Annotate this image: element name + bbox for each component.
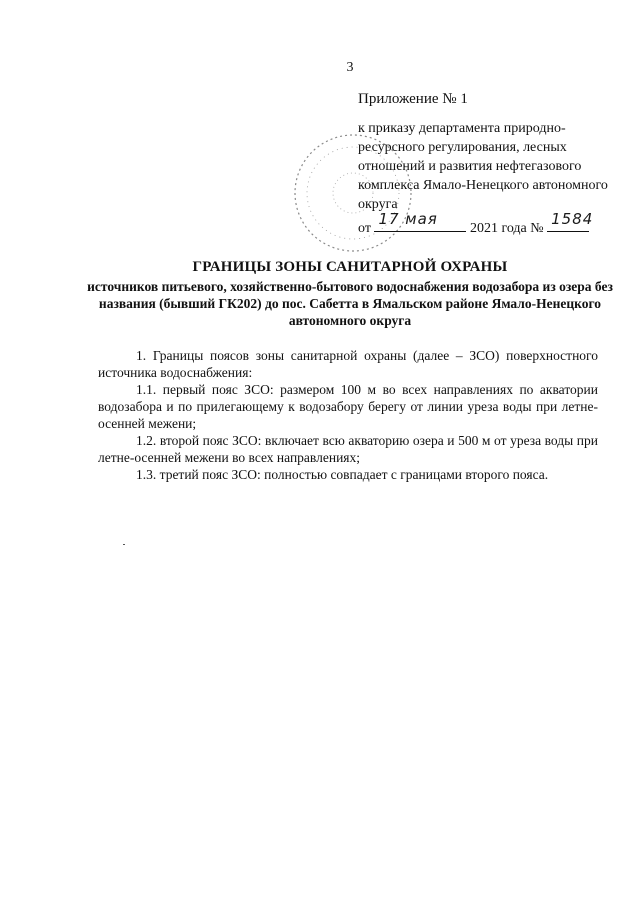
page-number: 3 bbox=[346, 60, 354, 75]
paragraph-1-2: 1.2. второй пояс ЗСО: включает всю акваторию озера и 500 м от уреза воды при летне-осенней межени во всех направлениях; bbox=[98, 433, 598, 465]
appendix-title: Приложение № 1 bbox=[358, 91, 468, 107]
year-text: 2021 года № bbox=[469, 221, 544, 236]
paragraph-1: 1. Границы поясов зоны санитарной охраны (далее – ЗСО) поверхностного источника водоснабжения: bbox=[98, 348, 598, 380]
handwritten-number: 1584 bbox=[551, 210, 594, 228]
heading-subtitle: источников питьевого, хозяйственно-бытового водоснабжения водозабора из озера без названия (бывший ГК202) до пос. Сабетта в Ямальском районе Ямало-Ненецкого автономного округа bbox=[87, 279, 613, 328]
scan-speck bbox=[123, 544, 125, 545]
heading-title: ГРАНИЦЫ ЗОНЫ САНИТАРНОЙ ОХРАНЫ bbox=[192, 259, 508, 275]
number-field bbox=[547, 210, 594, 232]
date-field bbox=[374, 210, 466, 232]
paragraph-1-3: 1.3. третий пояс ЗСО: полностью совпадает с границами второго пояса. bbox=[136, 467, 549, 482]
appendix-block bbox=[358, 90, 628, 238]
document-heading bbox=[70, 259, 630, 329]
paragraph-1-1: 1.1. первый пояс ЗСО: размером 100 м во всех направлениях по акватории водозабора и по прилегающему к водозабору берегу от линии уреза воды при летне-осенней межени; bbox=[98, 382, 598, 431]
document-body bbox=[98, 347, 598, 483]
handwritten-date: 17 мая bbox=[378, 210, 438, 228]
appendix-order-text: к приказу департамента природно-ресурсного регулирования, лесных отношений и развития нефтегазового комплекса Ямало-Ненецкого автономного округа bbox=[358, 121, 608, 212]
order-date-line bbox=[358, 210, 628, 238]
date-prefix: от bbox=[358, 221, 371, 236]
